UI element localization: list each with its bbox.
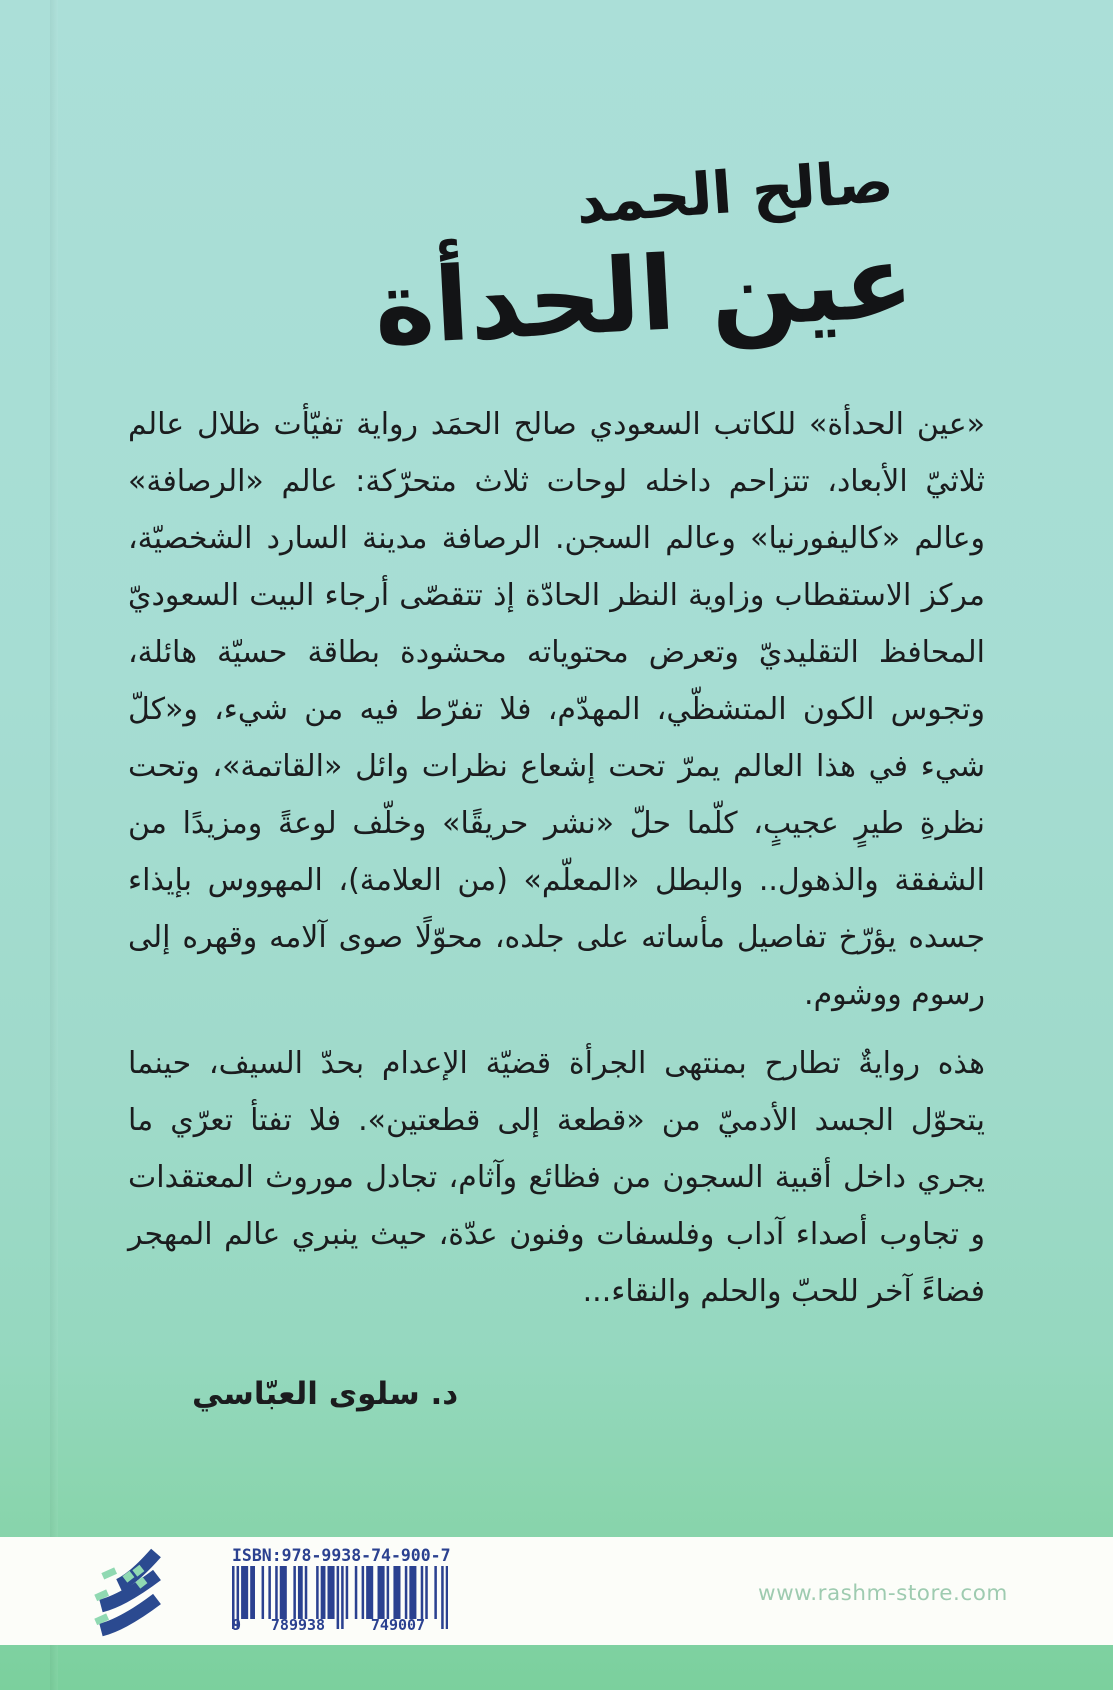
isbn-number: ISBN:978-9938-74-900-7: [232, 1546, 451, 1565]
author-name-calligraphy: صالح الحمد: [573, 147, 895, 237]
footer-band: [0, 1537, 1113, 1645]
publisher-website-url: www.rashm-store.com: [758, 1581, 1008, 1606]
barcode-digit-group: 749007: [370, 1616, 426, 1634]
isbn-barcode-block: [232, 1546, 451, 1638]
barcode-digit-group: 789938: [270, 1616, 326, 1634]
blurb-paragraph-2: هذه روايةٌ تطارح بمنتهى الجرأة قضيّة الإعدام بحدّ السيف، حينما يتحوّل الجسد الأدميّ من «قطعة إلى قطعتين». فلا تفتأ تعرّي ما يجري داخل أقبية السجون من فظائع وآثام، تجادل موروث المعتقدات و تجاوب أصداء آداب وفلسفات وفنون عدّة، حيث ينبري عالم المهجر فضاءً آخر للحبّ والحلم والنقاء...: [128, 1046, 985, 1309]
book-title-calligraphy: عين الحدأة: [370, 221, 916, 370]
reviewer-signature: د. سلوى العبّاسي: [192, 1376, 459, 1412]
barcode-digit-group: 9: [232, 1616, 242, 1634]
rashm-publisher-logo-icon: [94, 1542, 166, 1639]
blurb-paragraph-1: «عين الحدأة» للكاتب السعودي صالح الحمَد رواية تفيّأت ظلال عالم ثلاثيّ الأبعاد، تتزاحم داخله لوحات ثلاث متحرّكة: عالم «الرصافة» وعالم «كاليفورنيا» وعالم السجن. الرصافة مدينة السارد الشخصيّة، مركز الاستقطاب وزاوية النظر الحادّة إذ تتقصّى أرجاء البيت السعوديّ المحافظ التقليديّ وتعرض محتوياته محشودة بطاقة حسيّة هائلة، وتجوس الكون المتشظّي، المهدّم، فلا تفرّط فيه من شيء، و«كلّ شيء في هذا العالم يمرّ تحت إشعاع نظرات وائل «القاتمة»، وتحت نظرةِ طيرٍ عجيبٍ، كلّما حلّ «نشر حريقًا» وخلّف لوعةً ومزيدًا من الشفقة والذهول.. والبطل «المعلّم» (من العلامة)، المهووس بإيذاء جسده يؤرّخ تفاصيل مأساته على جلده، محوّلًا صوى آلامه وقهره إلى رسوم ووشوم.: [128, 407, 985, 1012]
barcode-digits: [232, 1616, 448, 1634]
spine-crease: [50, 0, 58, 1690]
